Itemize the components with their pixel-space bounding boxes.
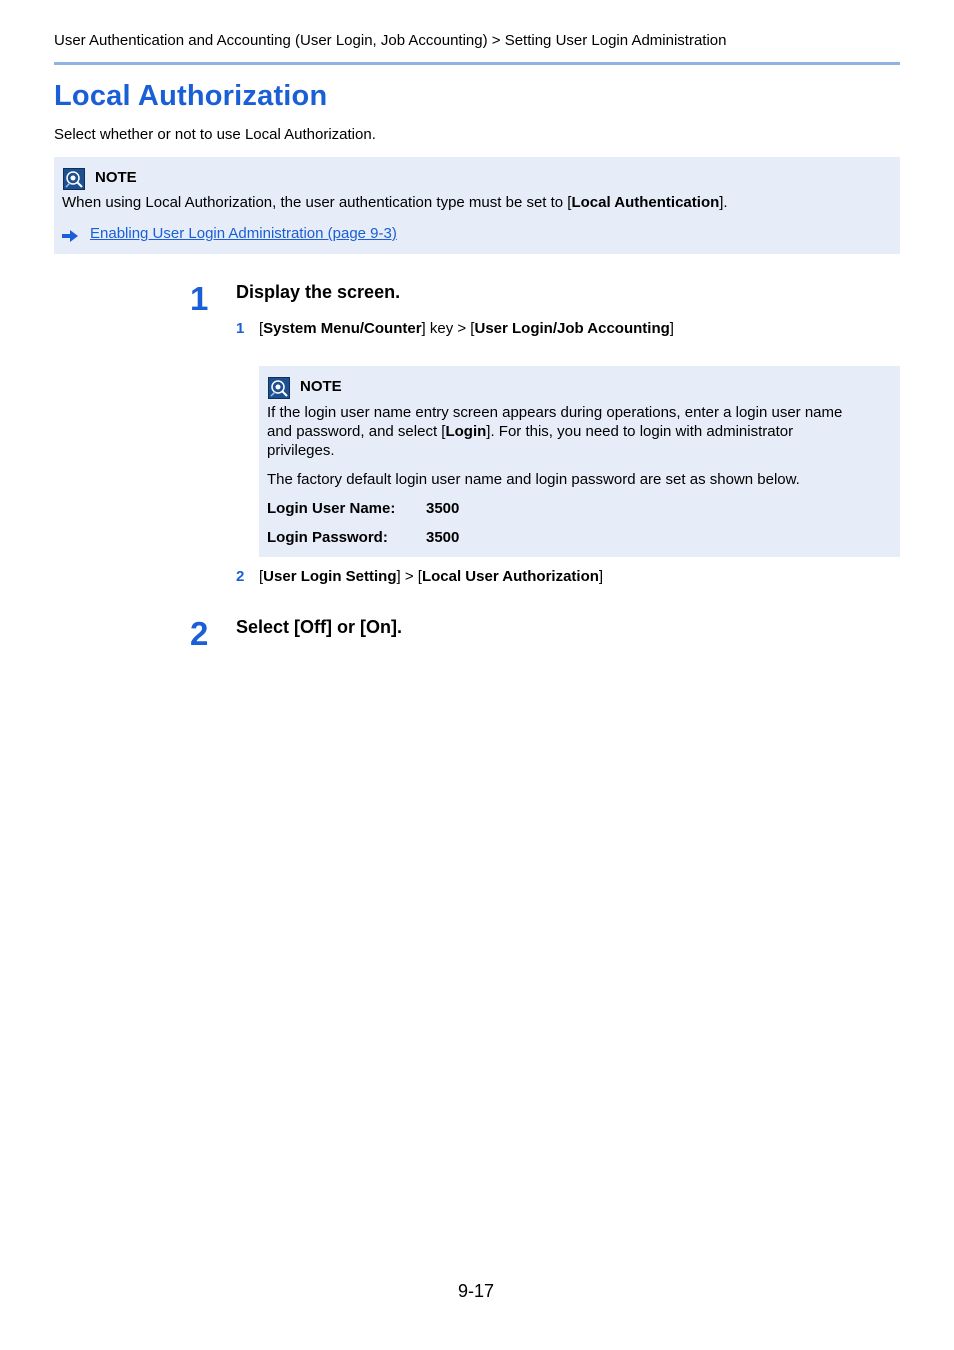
login-password-label: Login Password: — [267, 529, 388, 546]
note-icon — [63, 168, 85, 190]
step-number: 2 — [190, 615, 209, 652]
substep-text: [User Login Setting] > [Local User Authorization] — [259, 568, 604, 585]
breadcrumb: User Authentication and Accounting (User Login, Job Accounting) > Setting User Login Administration — [54, 32, 727, 49]
note-text: If the login user name entry screen appears during operations, enter a login user name — [267, 404, 843, 421]
login-password-value: 3500 — [426, 529, 460, 546]
substep-text: [System Menu/Counter] key > [User Login/Job Accounting] — [259, 320, 674, 337]
note-icon — [268, 377, 290, 399]
header-divider — [54, 62, 900, 65]
note-text: and password, and select [Login]. For this, you need to login with administrator — [267, 423, 794, 440]
note-box — [259, 366, 900, 557]
page-title: Local Authorization — [54, 80, 328, 112]
step-title: Select [Off] or [On]. — [236, 617, 402, 637]
note-label: NOTE — [300, 378, 342, 395]
login-user-name-value: 3500 — [426, 500, 460, 517]
note-text: When using Local Authorization, the user authentication type must be set to [Local Authentication]. — [62, 194, 728, 211]
note-text: The factory default login user name and login password are set as shown below. — [267, 471, 800, 488]
login-user-name-label: Login User Name: — [267, 500, 396, 517]
note-box — [54, 157, 900, 254]
step-number: 1 — [190, 280, 209, 317]
note-text: privileges. — [267, 442, 335, 459]
enabling-user-login-link[interactable]: Enabling User Login Administration (page 9-3) — [90, 225, 397, 242]
step-title: Display the screen. — [236, 282, 401, 302]
intro-text: Select whether or not to use Local Authorization. — [54, 126, 376, 143]
substep-number: 1 — [236, 320, 245, 337]
substep-number: 2 — [236, 568, 245, 585]
arrow-right-icon — [62, 230, 78, 242]
note-label: NOTE — [95, 169, 137, 186]
page-number: 9-17 — [458, 1281, 495, 1301]
